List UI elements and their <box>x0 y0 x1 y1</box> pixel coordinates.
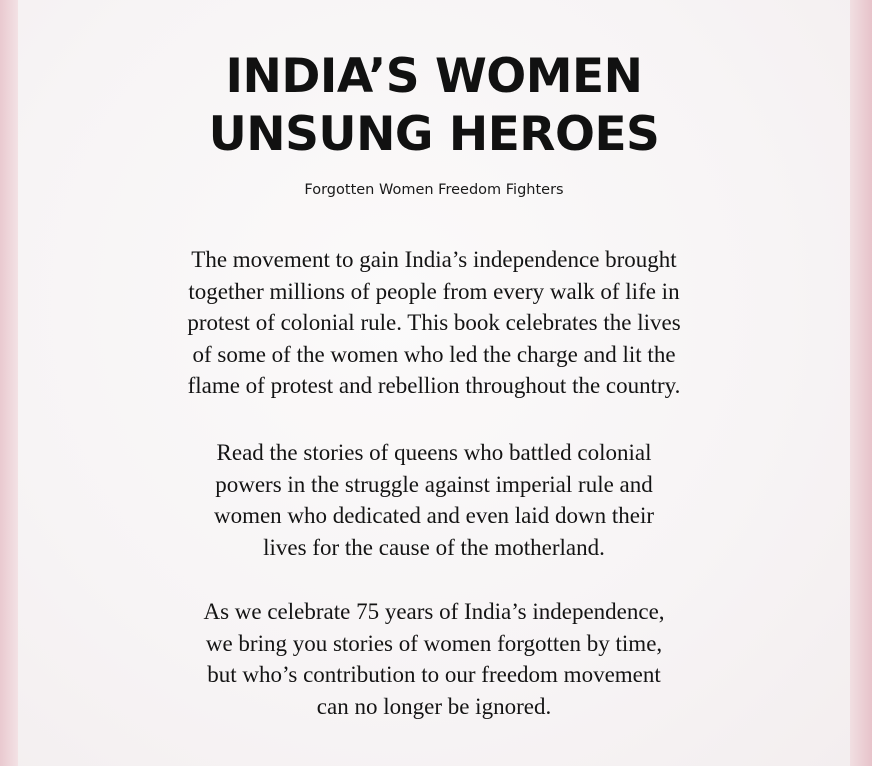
blurb-line: can no longer be ignored. <box>316 693 552 719</box>
blurb-paragraph-2 <box>18 437 850 563</box>
blurb-line: flame of protest and rebellion throughout the country. <box>187 373 681 398</box>
blurb-line: protest of colonial rule. This book celebrates the lives <box>187 310 681 335</box>
blurb-line: powers in the struggle against imperial rule and <box>215 471 653 497</box>
blurb-line: together millions of people from every walk of life in <box>188 278 680 304</box>
book-title-line-1: INDIA’S WOMEN <box>225 49 643 104</box>
blurb-line: lives for the cause of the motherland. <box>263 534 605 560</box>
book-title <box>18 48 850 164</box>
book-title-line-2: UNSUNG HEROES <box>208 107 660 162</box>
book-subtitle: Forgotten Women Freedom Fighters <box>304 182 564 198</box>
blurb-line: women who dedicated and even laid down their <box>213 503 655 528</box>
blurb-paragraph-1 <box>18 244 850 402</box>
blurb-line: but who’s contribution to our freedom movement <box>207 662 661 687</box>
blurb-line: The movement to gain India’s independence brought <box>191 247 677 272</box>
cover-edge-right <box>850 0 872 766</box>
blurb-line: we bring you stories of women forgotten by time, <box>205 630 663 656</box>
blurb-line: As we celebrate 75 years of India’s independence, <box>203 599 665 624</box>
blurb-paragraph-3 <box>18 596 850 722</box>
back-cover-page <box>18 0 850 766</box>
blurb-line: of some of the women who led the charge and lit the <box>192 341 676 367</box>
blurb-line: Read the stories of queens who battled colonial <box>216 440 652 465</box>
cover-edge-left <box>0 0 18 766</box>
